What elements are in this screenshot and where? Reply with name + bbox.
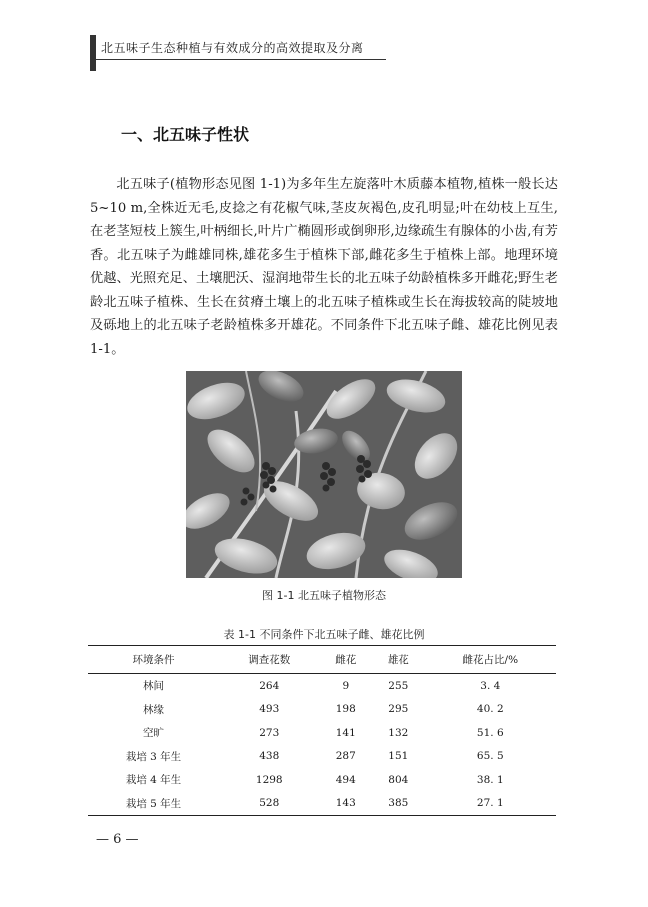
- table-cell: 264: [259, 679, 280, 692]
- table-cell: 空旷: [143, 727, 164, 740]
- table-cell: 51. 6: [476, 726, 504, 739]
- table-cell: 9: [342, 679, 350, 692]
- column-header: 雌花占比/%: [425, 646, 556, 674]
- table-cell: 65. 5: [476, 750, 504, 763]
- table-cell: 栽培 3 年生: [125, 750, 182, 763]
- table-header-row: [88, 646, 556, 674]
- table-cell: 151: [388, 750, 409, 763]
- table-cell: 287: [335, 750, 356, 763]
- section-title: 一、北五味子性状: [121, 125, 250, 144]
- table-cell: 494: [335, 773, 356, 786]
- table-row: [88, 698, 556, 722]
- table-cell: 143: [320, 792, 373, 816]
- column-header: 环境条件: [88, 646, 219, 674]
- table-cell: 40. 2: [476, 703, 504, 716]
- page-number: — 6 —: [96, 832, 139, 847]
- table-cell: 132: [388, 726, 409, 739]
- plant-photo: [186, 371, 462, 578]
- table-cell: 273: [259, 726, 280, 739]
- column-header: 雌花: [320, 646, 373, 674]
- table-cell: 255: [388, 679, 409, 692]
- column-header: 雄花: [372, 646, 425, 674]
- table-cell: 438: [259, 750, 280, 763]
- header-rule: [96, 59, 386, 60]
- header-accent-bar: [90, 35, 96, 71]
- table-cell: 141: [335, 726, 356, 739]
- table-cell: 栽培 5 年生: [88, 792, 219, 816]
- table-row: [88, 721, 556, 745]
- table-cell: 804: [388, 773, 409, 786]
- table-cell: 林缘: [143, 703, 164, 716]
- table-caption: 表 1-1 不同条件下北五味子雌、雄花比例: [223, 628, 425, 641]
- running-header: 北五味子生态种植与有效成分的高效提取及分离: [101, 41, 364, 55]
- flower-ratio-table: [88, 645, 556, 816]
- table-cell: 栽培 4 年生: [125, 774, 182, 787]
- table-row: [88, 768, 556, 792]
- table-cell: 3. 4: [480, 679, 501, 692]
- column-header: 调查花数: [219, 646, 320, 674]
- body-paragraph: 北五味子(植物形态见图 1-1)为多年生左旋落叶木质藤本植物,植株一般长达 5~10 m,全株近无毛,皮捻之有花椒气味,茎皮灰褐色,皮孔明显;叶在幼枝上互生,在老茎短枝上簇生,叶柄细长,叶片广椭圆形或倒卵形,边缘疏生有腺体的小齿,有芳香。北五味子为雌雄同株,雄花多生于植株下部,雌花多生于植株上部。地理环境优越、光照充足、土壤肥沃、湿润地带生长的北五味子幼龄植株多开雌花;野生老龄北五味子植株、生长在贫瘠土壤上的北五味子植株或生长在海拔较高的陡坡地及砾地上的北五味子老龄植株多开雄花。不同条件下北五味子雌、雄花比例见表 1-1。: [90, 177, 558, 357]
- table-cell: 38. 1: [476, 773, 504, 786]
- table-cell: 493: [259, 703, 280, 716]
- table-cell: 528: [219, 792, 320, 816]
- table-cell: 27. 1: [425, 792, 556, 816]
- table-row: [88, 745, 556, 769]
- table-cell: 林间: [143, 680, 164, 693]
- figure-caption: 图 1-1 北五味子植物形态: [262, 589, 386, 602]
- table-cell: 295: [388, 703, 409, 716]
- table-cell: 198: [335, 703, 356, 716]
- table-cell: 385: [372, 792, 425, 816]
- table-row: [88, 674, 556, 698]
- table-cell: 1298: [255, 773, 283, 786]
- table-row: [88, 792, 556, 816]
